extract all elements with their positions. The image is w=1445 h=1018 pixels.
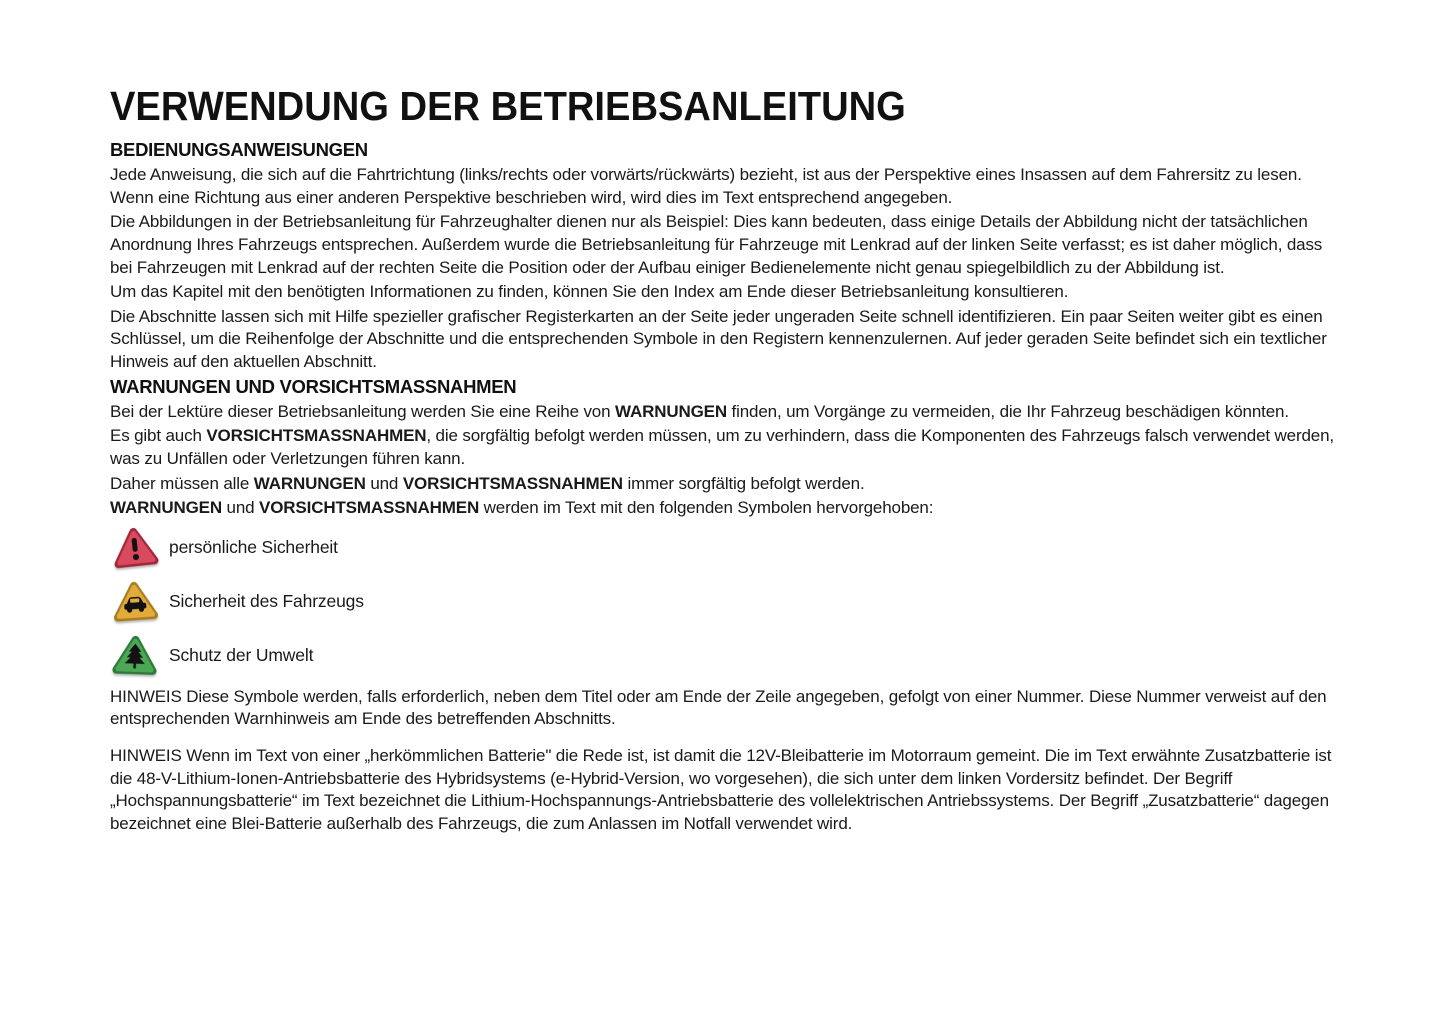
- paragraph-vorsichtsmassnahmen: Es gibt auch VORSICHTSMASSNAHMEN, die sorgfältig befolgt werden müssen, um zu verhindern, dass die Komponenten des Fahrzeugs falsch verwendet werden, was zu Unfällen oder Verletzungen führen kann.: [110, 426, 1334, 469]
- symbol-row-personal-safety: [110, 524, 1340, 572]
- warning-symbols-list: [110, 524, 1340, 680]
- vehicle-safety-warning-icon: [110, 578, 160, 626]
- symbol-label-personal-safety: persönliche Sicherheit: [169, 537, 338, 558]
- section-heading-bedienungsanweisungen: BEDIENUNGSANWEISUNGEN: [110, 139, 368, 160]
- paragraph-index: Um das Kapitel mit den benötigten Informationen zu finden, können Sie den Index am Ende dieser Betriebsanleitung konsultieren.: [110, 282, 1069, 302]
- page-title: VERWENDUNG DER BETRIEBSANLEITUNG: [110, 83, 906, 129]
- paragraph-warnungen: Bei der Lektüre dieser Betriebsanleitung werden Sie eine Reihe von WARNUNGEN finden, um Vorgänge zu vermeiden, die Ihr Fahrzeug beschädigen könnten.: [110, 401, 1289, 421]
- symbol-row-environment: [110, 632, 1340, 680]
- paragraph-illustrations: Die Abbildungen in der Betriebsanleitung für Fahrzeughalter dienen nur als Beispiel: Dies kann bedeuten, dass einige Details der Abbildung nicht der tatsächlichen Anordnung Ihres Fahrzeugs entsprechen. Außerdem wurde die Betriebsanleitung für Fahrzeuge mit Lenkrad auf der linken Seite verfasst; es ist daher möglich, dass bei Fahrzeugen mit Lenkrad auf der rechten Seite die Position oder der Aufbau einiger Bedienelemente nicht genau spiegelbildlich zu der Abbildung ist.: [110, 212, 1323, 277]
- paragraph-symbole-intro: WARNUNGEN und VORSICHTSMASSNAHMEN werden im Text mit den folgenden Symbolen hervorgehoben:: [110, 498, 934, 518]
- personal-safety-warning-icon: [110, 524, 160, 572]
- page-content: [110, 83, 1340, 835]
- symbol-row-vehicle-safety: [110, 578, 1340, 626]
- note-symbol-numbers: HINWEIS Diese Symbole werden, falls erforderlich, neben dem Titel oder am Ende der Zeile angegeben, gefolgt von einer Nummer. Diese Nummer verweist auf den entsprechenden Warnhinweis am Ende des betreffenden Abschnitts.: [110, 686, 1327, 729]
- paragraph-befolgen: Daher müssen alle WARNUNGEN und VORSICHTSMASSNAHMEN immer sorgfältig befolgt werden.: [110, 473, 865, 493]
- note-battery-terms: HINWEIS Wenn im Text von einer „herkömmlichen Batterie" die Rede ist, ist damit die 12V-Bleibatterie im Motorraum gemeint. Die im Text erwähnte Zusatzbatterie ist die 48-V-Lithium-Ionen-Antriebsbatterie des Hybridsystems (e-Hybrid-Version, wo vorgesehen), die sich unter dem linken Vordersitz befindet. Der Begriff „Hochspannungsbatterie“ im Text bezeichnet die Lithium-Hochspannungs-Antriebsbatterie des vollelektrischen Antriebssystems. Der Begriff „Zusatzbatterie“ dagegen bezeichnet eine Blei-Batterie außerhalb des Fahrzeugs, die zum Anlassen im Notfall verwendet wird.: [110, 746, 1332, 833]
- symbol-label-vehicle-safety: Sicherheit des Fahrzeugs: [169, 591, 364, 612]
- paragraph-register-tabs: Die Abschnitte lassen sich mit Hilfe spezieller grafischer Registerkarten an der Seite jeder ungeraden Seite schnell identifizieren. Ein paar Seiten weiter gibt es einen Schlüssel, um die Reihenfolge der Abschnitte und die entsprechenden Symbole in den Registern kennenzulernen. Auf jeder geraden Seite befindet sich ein textlicher Hinweis auf den aktuellen Abschnitt.: [110, 306, 1327, 372]
- paragraph-driving-direction: Jede Anweisung, die sich auf die Fahrtrichtung (links/rechts oder vorwärts/rückwärts) bezieht, ist aus der Perspektive eines Insassen auf dem Fahrersitz zu lesen. Wenn eine Richtung aus einer anderen Perspektive beschrieben wird, wird dies im Text entsprechend angegeben.: [110, 165, 1302, 207]
- environment-protection-warning-icon: [110, 632, 160, 680]
- section-heading-warnungen: WARNUNGEN UND VORSICHTSMASSNAHMEN: [110, 375, 517, 397]
- symbol-label-environment: Schutz der Umwelt: [169, 645, 314, 666]
